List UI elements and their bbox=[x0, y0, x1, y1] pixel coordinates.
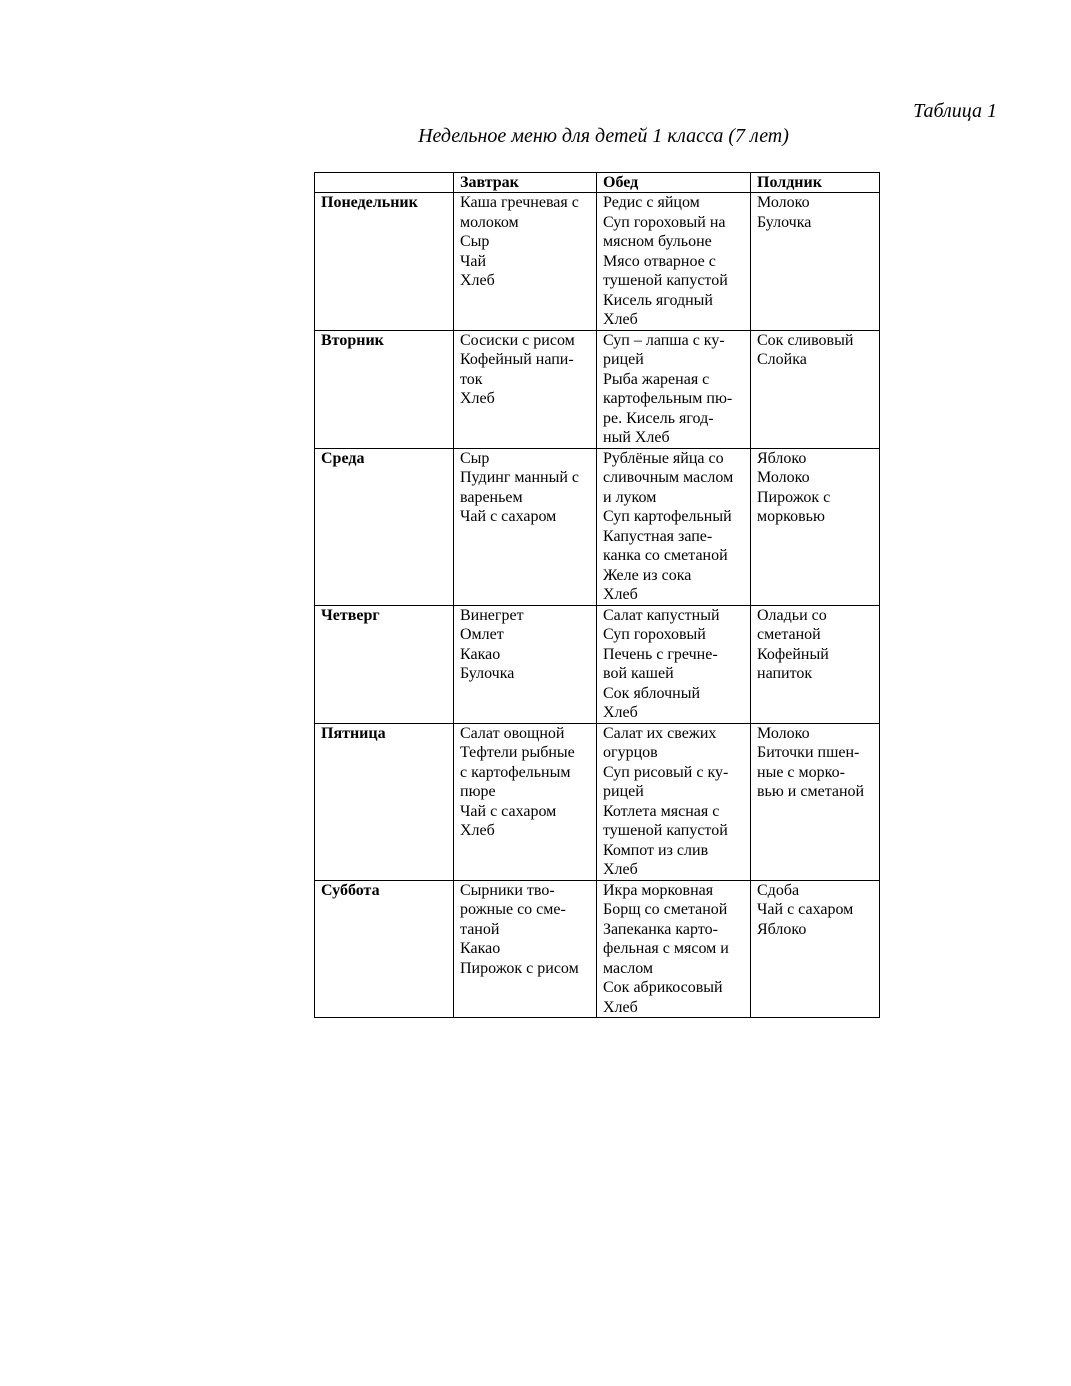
menu-line: Сок яблочный bbox=[603, 684, 701, 702]
lunch-cell bbox=[597, 605, 751, 723]
menu-line: канка со сметаной bbox=[603, 547, 728, 564]
menu-line: Чай с сахаром bbox=[460, 802, 557, 820]
menu-line: Чай с сахаром bbox=[460, 508, 557, 525]
menu-line: Суп – лапша с ку- bbox=[603, 331, 725, 349]
header-breakfast: Завтрак bbox=[454, 173, 597, 193]
menu-line: и луком bbox=[603, 488, 657, 506]
snack-cell bbox=[751, 723, 880, 880]
menu-line: Пирожок с bbox=[757, 488, 831, 506]
menu-line: тушеной капустой bbox=[603, 822, 728, 839]
menu-line: рожные со сме- bbox=[460, 901, 566, 918]
snack-cell bbox=[751, 193, 880, 331]
menu-line: ток bbox=[460, 370, 483, 388]
menu-line: вой кашей bbox=[603, 665, 674, 682]
snack-cell bbox=[751, 880, 880, 1018]
menu-line: Рублёные яйца со bbox=[603, 449, 724, 467]
menu-line: Сдоба bbox=[757, 881, 800, 899]
menu-line: Салат овощной bbox=[460, 724, 565, 742]
menu-line: рицей bbox=[603, 783, 644, 800]
menu-line: Котлета мясная с bbox=[603, 802, 720, 820]
menu-line: таной bbox=[460, 920, 500, 938]
snack-cell bbox=[751, 605, 880, 723]
breakfast-cell bbox=[454, 330, 597, 448]
table-row bbox=[315, 880, 880, 1018]
menu-line: Чай с сахаром bbox=[757, 901, 854, 918]
menu-line: Яблоко bbox=[757, 920, 807, 938]
menu-line: Тефтели рыбные bbox=[460, 744, 575, 761]
menu-line: Винегрет bbox=[460, 606, 524, 624]
menu-line: Компот из слив bbox=[603, 841, 709, 859]
lunch-cell bbox=[597, 193, 751, 331]
menu-line: Кофейный bbox=[757, 645, 829, 663]
breakfast-cell bbox=[454, 448, 597, 605]
day-cell: Вторник bbox=[315, 330, 454, 448]
snack-cell bbox=[751, 330, 880, 448]
document-title: Недельное меню для детей 1 класса (7 лет) bbox=[418, 125, 789, 147]
menu-line: Икра морковная bbox=[603, 881, 714, 899]
menu-line: рицей bbox=[603, 351, 644, 368]
menu-line: огурцов bbox=[603, 744, 658, 761]
menu-line: с картофельным bbox=[460, 763, 571, 781]
menu-line: Булочка bbox=[460, 665, 515, 682]
menu-line: морковью bbox=[757, 508, 825, 525]
menu-line: Сыр bbox=[460, 233, 490, 250]
header-row bbox=[315, 173, 880, 193]
menu-line: Сыр bbox=[460, 449, 490, 467]
menu-line: Молоко bbox=[757, 469, 810, 486]
menu-line: Хлеб bbox=[603, 998, 638, 1016]
menu-line: Какао bbox=[460, 940, 501, 957]
menu-line: Оладьи со bbox=[757, 606, 827, 624]
header-day bbox=[315, 173, 454, 193]
menu-line: Хлеб bbox=[460, 390, 495, 407]
weekly-menu-table bbox=[314, 172, 880, 1018]
menu-line: Чай bbox=[460, 252, 487, 270]
menu-line: Мясо отварное с bbox=[603, 252, 716, 270]
menu-line: вареньем bbox=[460, 488, 523, 506]
menu-line: Молоко bbox=[757, 724, 810, 742]
menu-line: Хлеб bbox=[603, 861, 638, 878]
menu-line: Хлеб bbox=[603, 311, 638, 328]
menu-line: Хлеб bbox=[460, 822, 495, 839]
menu-line: Сосиски с рисом bbox=[460, 331, 575, 349]
breakfast-cell bbox=[454, 605, 597, 723]
menu-line: сливочным маслом bbox=[603, 469, 734, 486]
menu-line: Биточки пшен- bbox=[757, 744, 860, 761]
menu-line: ные с морко- bbox=[757, 763, 845, 781]
menu-line: вью и сметаной bbox=[757, 783, 865, 800]
menu-line: Салат капустный bbox=[603, 606, 720, 624]
menu-line: Булочка bbox=[757, 213, 812, 231]
menu-line: Слойка bbox=[757, 351, 807, 368]
menu-line: Хлеб bbox=[460, 272, 495, 289]
day-cell: Среда bbox=[315, 448, 454, 605]
menu-line: Желе из сока bbox=[603, 566, 692, 584]
menu-line: Суп гороховый на bbox=[603, 213, 726, 231]
menu-line: Суп гороховый bbox=[603, 626, 706, 643]
menu-line: Суп рисовый с ку- bbox=[603, 763, 729, 781]
menu-line: Редис с яйцом bbox=[603, 194, 700, 211]
menu-line: Салат их свежих bbox=[603, 724, 717, 742]
menu-line: ный Хлеб bbox=[603, 429, 670, 446]
lunch-cell bbox=[597, 330, 751, 448]
lunch-cell bbox=[597, 448, 751, 605]
menu-line: Запеканка карто- bbox=[603, 920, 718, 938]
lunch-cell bbox=[597, 723, 751, 880]
header-lunch: Обед bbox=[597, 173, 751, 193]
menu-line: Молоко bbox=[757, 194, 810, 211]
menu-line: Хлеб bbox=[603, 704, 638, 721]
menu-line: картофельным пю- bbox=[603, 390, 733, 407]
menu-line: мясном бульоне bbox=[603, 233, 712, 250]
day-cell: Пятница bbox=[315, 723, 454, 880]
menu-line: Кофейный напи- bbox=[460, 351, 574, 368]
breakfast-cell bbox=[454, 193, 597, 331]
lunch-cell bbox=[597, 880, 751, 1018]
header-snack: Полдник bbox=[751, 173, 880, 193]
menu-line: фельная с мясом и bbox=[603, 940, 729, 957]
day-cell: Понедельник bbox=[315, 193, 454, 331]
menu-line: сметаной bbox=[757, 626, 821, 643]
menu-line: молоком bbox=[460, 213, 519, 231]
menu-line: Какао bbox=[460, 645, 501, 663]
menu-line: Сок сливовый bbox=[757, 331, 854, 349]
breakfast-cell bbox=[454, 723, 597, 880]
menu-line: Суп картофельный bbox=[603, 508, 732, 525]
snack-cell bbox=[751, 448, 880, 605]
table-row bbox=[315, 330, 880, 448]
menu-line: Пирожок с рисом bbox=[460, 959, 579, 977]
menu-line: Сырники тво- bbox=[460, 881, 555, 899]
menu-line: Капустная запе- bbox=[603, 527, 713, 545]
table-row bbox=[315, 448, 880, 605]
table-row bbox=[315, 193, 880, 331]
menu-line: тушеной капустой bbox=[603, 272, 728, 289]
menu-line: Яблоко bbox=[757, 449, 807, 467]
menu-line: Пудинг манный с bbox=[460, 469, 580, 486]
table-number: Таблица 1 bbox=[913, 100, 997, 122]
menu-line: Борщ со сметаной bbox=[603, 901, 728, 918]
menu-line: Каша гречневая с bbox=[460, 194, 579, 211]
menu-line: Рыба жареная с bbox=[603, 370, 710, 388]
table-row bbox=[315, 605, 880, 723]
menu-line: пюре bbox=[460, 783, 496, 800]
table-row bbox=[315, 723, 880, 880]
menu-line: Кисель ягодный bbox=[603, 291, 713, 309]
menu-line: маслом bbox=[603, 959, 654, 977]
menu-line: Сок абрикосовый bbox=[603, 979, 723, 996]
menu-line: Омлет bbox=[460, 626, 504, 643]
menu-line: ре. Кисель ягод- bbox=[603, 409, 714, 427]
breakfast-cell bbox=[454, 880, 597, 1018]
menu-line: Печень с гречне- bbox=[603, 645, 718, 663]
menu-line: Хлеб bbox=[603, 586, 638, 603]
menu-line: напиток bbox=[757, 665, 813, 682]
day-cell: Четверг bbox=[315, 605, 454, 723]
day-cell: Суббота bbox=[315, 880, 454, 1018]
